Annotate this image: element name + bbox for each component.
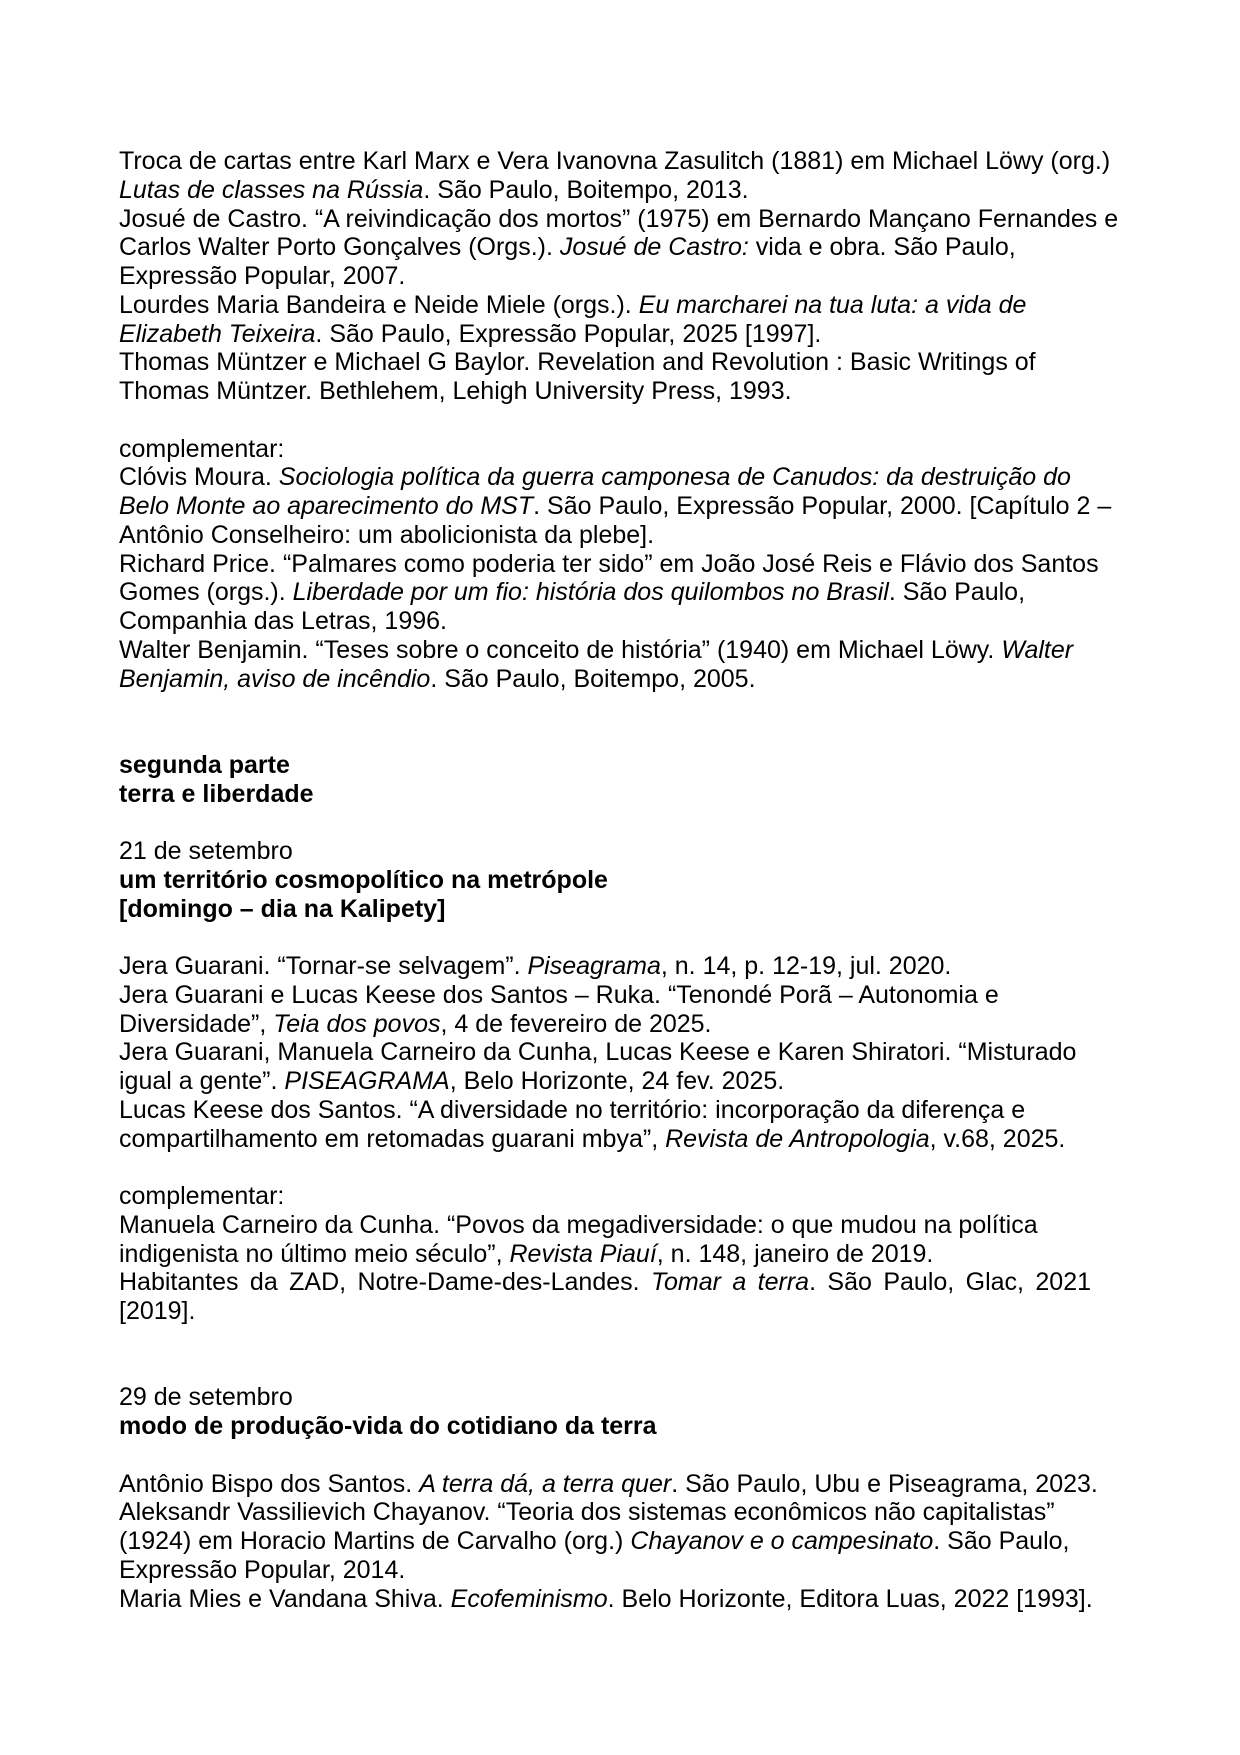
reference-text: . São Paulo, Expressão Popular, 2025 [1997]. <box>315 319 822 348</box>
reference-title: Elizabeth Teixeira <box>119 319 316 348</box>
reference-item <box>119 1498 1124 1584</box>
reference-text: Thomas Müntzer. Bethlehem, Lehigh University Press, 1993. <box>119 377 792 405</box>
reference-text: Richard Price. “Palmares como poderia ter sido” em João José Reis e Flávio dos Santos <box>119 549 1099 578</box>
reference-text: Habitantes da ZAD, Notre-Dame-des-Landes. <box>119 1268 651 1297</box>
reference-text: Lucas Keese dos Santos. “A diversidade no território: incorporação da diferença e <box>119 1095 1026 1124</box>
session-sep21 <box>119 837 1124 1326</box>
reference-text: Maria Mies e Vandana Shiva. <box>119 1584 451 1613</box>
blank-line <box>119 1441 1124 1470</box>
blank-lines <box>119 1326 1124 1384</box>
complementary-label: complementar: <box>119 1182 285 1210</box>
reference-item <box>119 1211 1124 1269</box>
session-date: 29 de setembro <box>119 1383 293 1412</box>
reference-item <box>119 348 1124 406</box>
complementary-label: complementar: <box>119 434 285 463</box>
reference-item <box>119 1096 1124 1154</box>
reference-item <box>119 952 1124 981</box>
part-title: segunda parte <box>119 750 290 779</box>
reference-text: . São Paulo, Expressão Popular, 2000. [Capítulo 2 – <box>533 492 1112 520</box>
reference-text: , n. 14, p. 12-19, jul. 2020. <box>660 952 952 980</box>
reference-text: Aleksandr Vassilievich Chayanov. “Teoria dos sistemas econômicos não capitalistas” <box>119 1498 1055 1527</box>
reference-text: compartilhamento em retomadas guarani mbya”, <box>119 1124 666 1153</box>
reference-text: Carlos Walter Porto Gonçalves (Orgs.). <box>119 233 560 262</box>
reference-text: Antônio Bispo dos Santos. <box>119 1469 420 1498</box>
blank-line <box>119 808 1124 837</box>
reference-title: Josué de Castro: <box>559 233 749 262</box>
reference-item <box>119 981 1124 1039</box>
reference-title: Lutas de classes na Rússia <box>119 175 424 204</box>
reference-title: Revista de Antropologia <box>665 1124 930 1153</box>
justified-line <box>119 1268 1091 1297</box>
reference-text: Clóvis Moura. <box>119 463 279 492</box>
reference-item <box>119 1585 1124 1614</box>
reference-text: . São Paulo, <box>888 578 1026 607</box>
reference-text: . São Paulo, Ubu e Piseagrama, 2023. <box>671 1469 1098 1498</box>
reading-list <box>119 147 1124 693</box>
session-title: modo de produção-vida do cotidiano da terra <box>119 1412 657 1440</box>
reference-title: Tomar a terra <box>651 1268 810 1297</box>
reference-text: Jera Guarani e Lucas Keese dos Santos – Ruka. “Tenondé Porã – Autonomia e <box>119 980 999 1009</box>
reference-item <box>119 1268 1124 1326</box>
reference-text: , Belo Horizonte, 24 fev. 2025. <box>449 1067 785 1095</box>
reference-text: . São Paulo, <box>933 1527 1070 1555</box>
reference-text: Walter Benjamin. “Teses sobre o conceito de história” (1940) em Michael Löwy. <box>119 635 1002 664</box>
reference-title: Teia dos povos <box>273 1009 441 1038</box>
part-subtitle: terra e liberdade <box>119 779 314 808</box>
reference-text: Gomes (orgs.). <box>119 578 293 607</box>
session-subtitle: [domingo – dia na Kalipety] <box>119 894 446 923</box>
reference-text: Antônio Conselheiro: um abolicionista da plebe]. <box>119 520 655 549</box>
reference-item <box>119 205 1124 291</box>
reference-title: Eu marcharei na tua luta: a vida de <box>638 290 1027 319</box>
reference-item <box>119 291 1124 349</box>
session-title: um território cosmopolítico na metrópole <box>119 865 608 894</box>
reference-title: A terra dá, a terra quer <box>419 1469 672 1498</box>
reference-text: Manuela Carneiro da Cunha. “Povos da megadiversidade: o que mudou na política <box>119 1210 1038 1239</box>
reference-item <box>119 463 1124 549</box>
reference-text: , 4 de fevereiro de 2025. <box>440 1009 712 1038</box>
reference-text: Jera Guarani. “Tornar-se selvagem”. <box>119 952 528 980</box>
session-date: 21 de setembro <box>119 837 293 865</box>
reference-text: indigenista no último meio século”, <box>119 1239 510 1268</box>
reference-text: Lourdes Maria Bandeira e Neide Miele (orgs.). <box>119 290 639 319</box>
reference-text: [2019]. <box>119 1297 196 1325</box>
reference-text: igual a gente”. <box>119 1067 285 1095</box>
reference-text: Josué de Castro. “A reivindicação dos mortos” (1975) em Bernardo Mançano Fernandes e <box>119 204 1119 233</box>
reference-title: Sociologia política da guerra camponesa de Canudos: da destruição do <box>278 463 1071 492</box>
blank-lines <box>119 693 1124 751</box>
reference-text: Diversidade”, <box>119 1009 274 1038</box>
blank-line <box>119 923 1124 952</box>
reference-title: PISEAGRAMA <box>284 1067 450 1095</box>
reference-text: . São Paulo, Glac, 2021 <box>809 1268 1092 1297</box>
reference-item <box>119 147 1124 205</box>
reference-title: Revista Piauí <box>509 1239 657 1268</box>
reference-text: . São Paulo, Boitempo, 2013. <box>423 175 749 204</box>
reference-text: , v.68, 2025. <box>929 1124 1066 1153</box>
reference-text: Jera Guarani, Manuela Carneiro da Cunha, Lucas Keese e Karen Shiratori. “Misturado <box>119 1038 1077 1067</box>
blank-line <box>119 406 1124 435</box>
reference-text: Thomas Müntzer e Michael G Baylor. Revelation and Revolution : Basic Writings of <box>119 348 1036 377</box>
page-content <box>119 147 1124 1613</box>
reference-title: Benjamin, aviso de incêndio <box>119 664 431 693</box>
reference-text: , n. 148, janeiro de 2019. <box>656 1239 934 1268</box>
reference-text: Troca de cartas entre Karl Marx e Vera Ivanovna Zasulitch (1881) em Michael Löwy (org.) <box>119 147 1111 175</box>
reference-title: Walter <box>1001 635 1074 664</box>
reference-title: Ecofeminismo <box>450 1584 608 1613</box>
reference-text: Expressão Popular, 2014. <box>119 1555 406 1584</box>
reference-item <box>119 636 1124 694</box>
part-heading <box>119 751 1124 809</box>
reference-text: vida e obra. São Paulo, <box>748 233 1016 262</box>
reference-title: Belo Monte ao aparecimento do MST <box>119 492 534 520</box>
reference-text: . Belo Horizonte, Editora Luas, 2022 [1993]. <box>607 1584 1093 1613</box>
blank-line <box>119 1153 1124 1182</box>
reference-text: Companhia das Letras, 1996. <box>119 607 447 635</box>
reference-item <box>119 1470 1124 1499</box>
reference-text: Expressão Popular, 2007. <box>119 262 406 290</box>
reference-title: Piseagrama <box>527 952 661 980</box>
reference-text: . São Paulo, Boitempo, 2005. <box>430 664 756 693</box>
reference-title: Liberdade por um fio: história dos quilombos no Brasil <box>292 578 889 607</box>
session-sep29 <box>119 1383 1124 1613</box>
reference-item <box>119 1038 1124 1096</box>
reference-text: (1924) em Horacio Martins de Carvalho (org.) <box>119 1527 631 1555</box>
reference-title: Chayanov e o campesinato <box>630 1527 934 1555</box>
reference-item <box>119 550 1124 636</box>
